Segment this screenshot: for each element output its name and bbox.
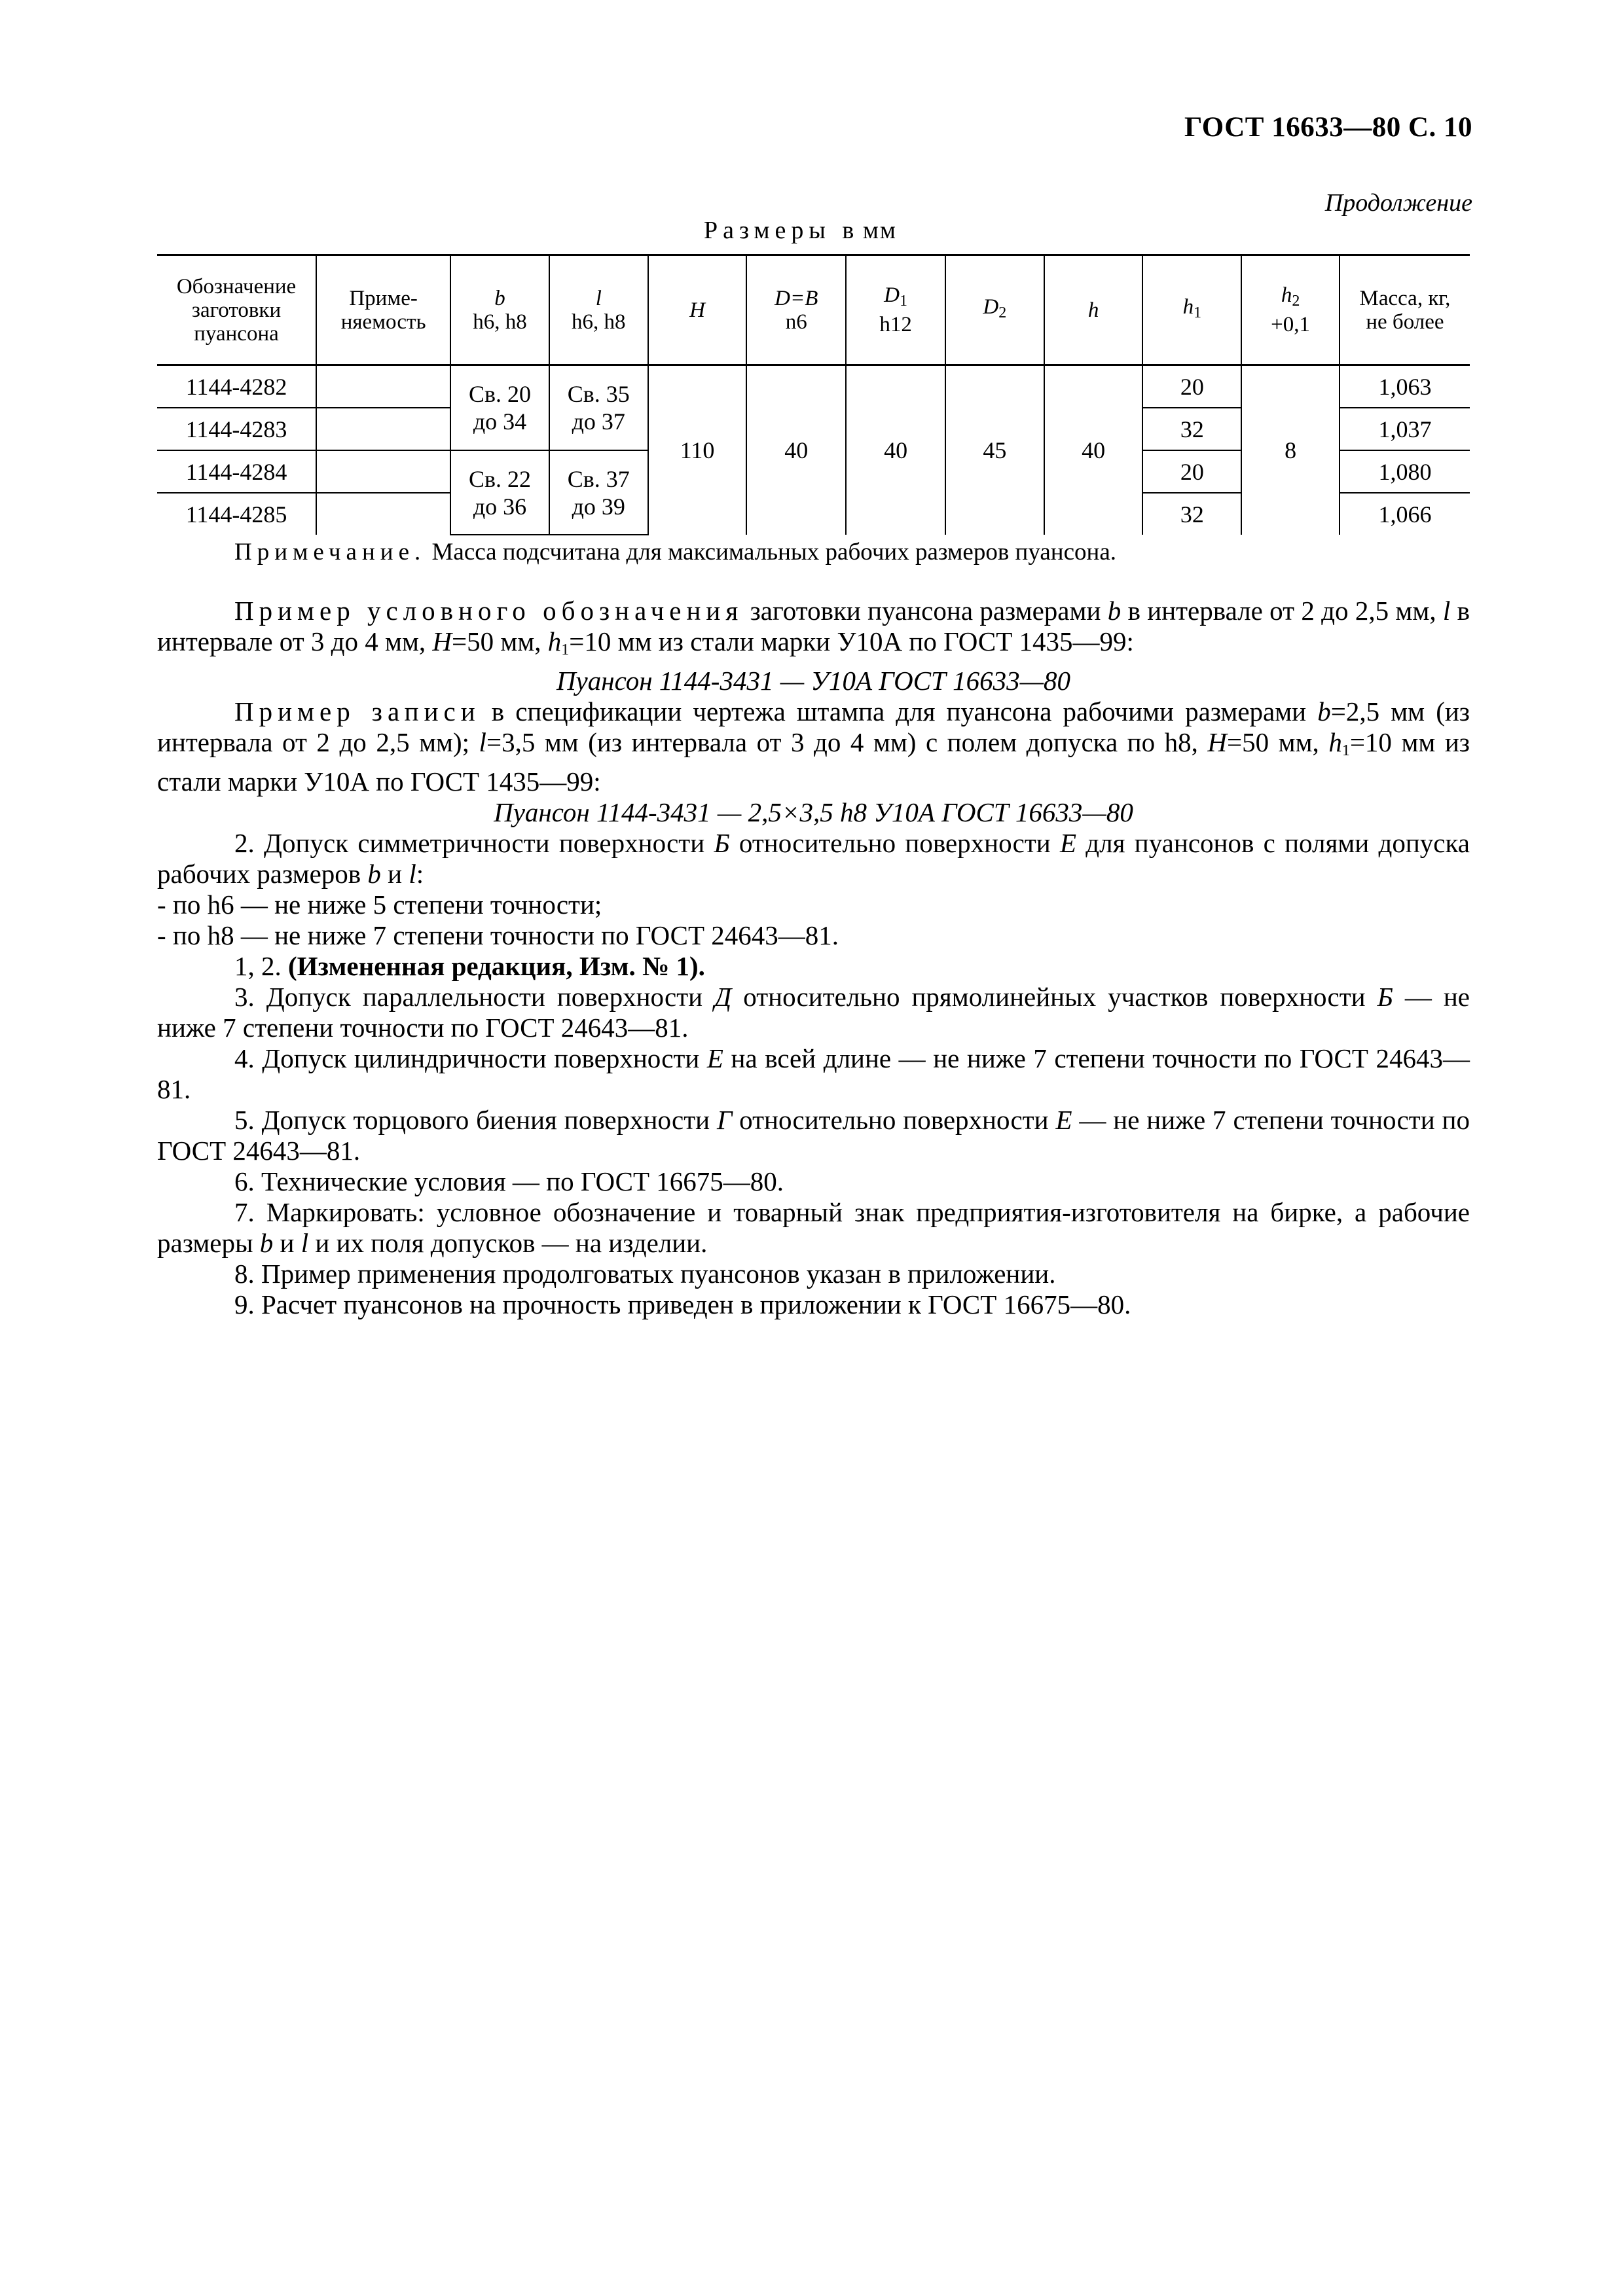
- cell-mass: 1,037: [1340, 408, 1470, 450]
- cell-designation: 1144-4284: [157, 450, 316, 493]
- col-h1-header: $h_1$: [1142, 255, 1241, 365]
- note-text: Масса подсчитана для максимальных рабочих размеров пуансона.: [431, 539, 1116, 565]
- cell-designation: 1144-4282: [157, 365, 316, 408]
- cell-D2: 45: [945, 365, 1044, 535]
- continuation-label: Продолжение: [1324, 189, 1472, 217]
- cell-l-range: Св. 37 до 39: [549, 450, 648, 535]
- units-unit: в мм: [842, 217, 897, 244]
- page-header: ГОСТ 16633—80 С. 10: [1184, 112, 1472, 143]
- clause-4: 4. Допуск цилиндричности поверхности Е на всей длине — не ниже 7 степени точности по ГОСТ 24643—81.: [157, 1043, 1470, 1104]
- cell-h2: 8: [1241, 365, 1340, 535]
- cell-b-range: Св. 22 до 36: [450, 450, 549, 535]
- cell-applicability: [316, 408, 450, 450]
- cell-H: 110: [648, 365, 747, 535]
- col-designation-header: Обозначение заготовки пуансона: [157, 255, 316, 365]
- cell-mass: 1,080: [1340, 450, 1470, 493]
- col-mass-header: Масса, кг, не более: [1340, 255, 1470, 365]
- clause-2: 2. Допуск симметричности поверхности Б относительно поверхности Е для пуансонов с полями допуска рабочих размеров b и l:: [157, 828, 1470, 889]
- col-H-header: H: [648, 255, 747, 365]
- clause-2-h8: - по h8 — не ниже 7 степени точности по ГОСТ 24643—81.: [157, 920, 839, 950]
- cell-D1: 40: [846, 365, 945, 535]
- note-label: Примечание.: [234, 539, 426, 565]
- col-D-B-header: D=B n6: [746, 255, 846, 365]
- col-D1-header: $D_1$ h12: [846, 255, 945, 365]
- cell-h: 40: [1044, 365, 1143, 535]
- clause-9: 9. Расчет пуансонов на прочность приведен в приложении к ГОСТ 16675—80.: [234, 1289, 1131, 1319]
- example-record-formula: Пуансон 1144-3431 — 2,5×3,5 h8 У10А ГОСТ 16633—80: [494, 797, 1133, 827]
- clause-6: 6. Технические условия — по ГОСТ 16675—80.: [234, 1166, 784, 1196]
- cell-designation: 1144-4283: [157, 408, 316, 450]
- units-label: Размеры: [704, 217, 831, 244]
- specs-table: [157, 254, 1470, 535]
- cell-applicability: [316, 493, 450, 535]
- example-record-paragraph: Пример записи в спецификации чертежа штампа для пуансона рабочими размерами b=2,5 мм (из интервала от 2 до 2,5 мм); l=3,5 мм (из интервала от 3 до 4 мм) с полем допуска по h8, H=50 мм, $h_1=10$ мм из стали марки У10А по ГОСТ 1435—99:: [157, 696, 1470, 797]
- example-designation-paragraph: Пример условного обозначения заготовки пуансона размерами b в интервале от 2 до 2,5 мм, l в интервале от 3 до 4 мм, H=50 мм, $h_1=10$ мм из стали марки У10А по ГОСТ 1435—99:: [157, 596, 1470, 658]
- cell-h1: 20: [1142, 450, 1241, 493]
- clause-3: 3. Допуск параллельности поверхности Д относительно прямолинейных участков поверхности Б — не ниже 7 степени точности по ГОСТ 24643—81.: [157, 982, 1470, 1043]
- col-D2-header: $D_2$: [945, 255, 1044, 365]
- table-note: [234, 538, 1116, 566]
- cell-applicability: [316, 365, 450, 408]
- cell-h1: 32: [1142, 408, 1241, 450]
- clause-amendment: 1, 2. (Измененная редакция, Изм. № 1).: [234, 951, 705, 981]
- units-caption: [704, 216, 897, 245]
- body-text: [157, 596, 1470, 1320]
- clause-5: 5. Допуск торцового биения поверхности Г относительно поверхности Е — не ниже 7 степени точности по ГОСТ 24643—81.: [157, 1105, 1470, 1166]
- cell-applicability: [316, 450, 450, 493]
- col-h2-header: $h_2$ +0,1: [1241, 255, 1340, 365]
- cell-designation: 1144-4285: [157, 493, 316, 535]
- col-l-header: l h6, h8: [549, 255, 648, 365]
- col-b-header: b h6, h8: [450, 255, 549, 365]
- clause-7: 7. Маркировать: условное обозначение и товарный знак предприятия-изготовителя на бирке, а рабочие размеры b и l и их поля допусков — на изделии.: [157, 1197, 1470, 1258]
- cell-D-B: 40: [746, 365, 846, 535]
- col-h-header: h: [1044, 255, 1143, 365]
- table-header-row: [157, 255, 1470, 365]
- cell-mass: 1,063: [1340, 365, 1470, 408]
- example-designation-formula: Пуансон 1144-3431 — У10А ГОСТ 16633—80: [556, 666, 1071, 696]
- table-row: [157, 365, 1470, 408]
- clause-2-h6: - по h6 — не ниже 5 степени точности;: [157, 889, 602, 920]
- cell-l-range: Св. 35 до 37: [549, 365, 648, 451]
- cell-h1: 20: [1142, 365, 1241, 408]
- cell-mass: 1,066: [1340, 493, 1470, 535]
- clause-8: 8. Пример применения продолговатых пуансонов указан в приложении.: [234, 1259, 1056, 1289]
- cell-b-range: Св. 20 до 34: [450, 365, 549, 451]
- cell-h1: 32: [1142, 493, 1241, 535]
- col-applicability-header: Приме- няемость: [316, 255, 450, 365]
